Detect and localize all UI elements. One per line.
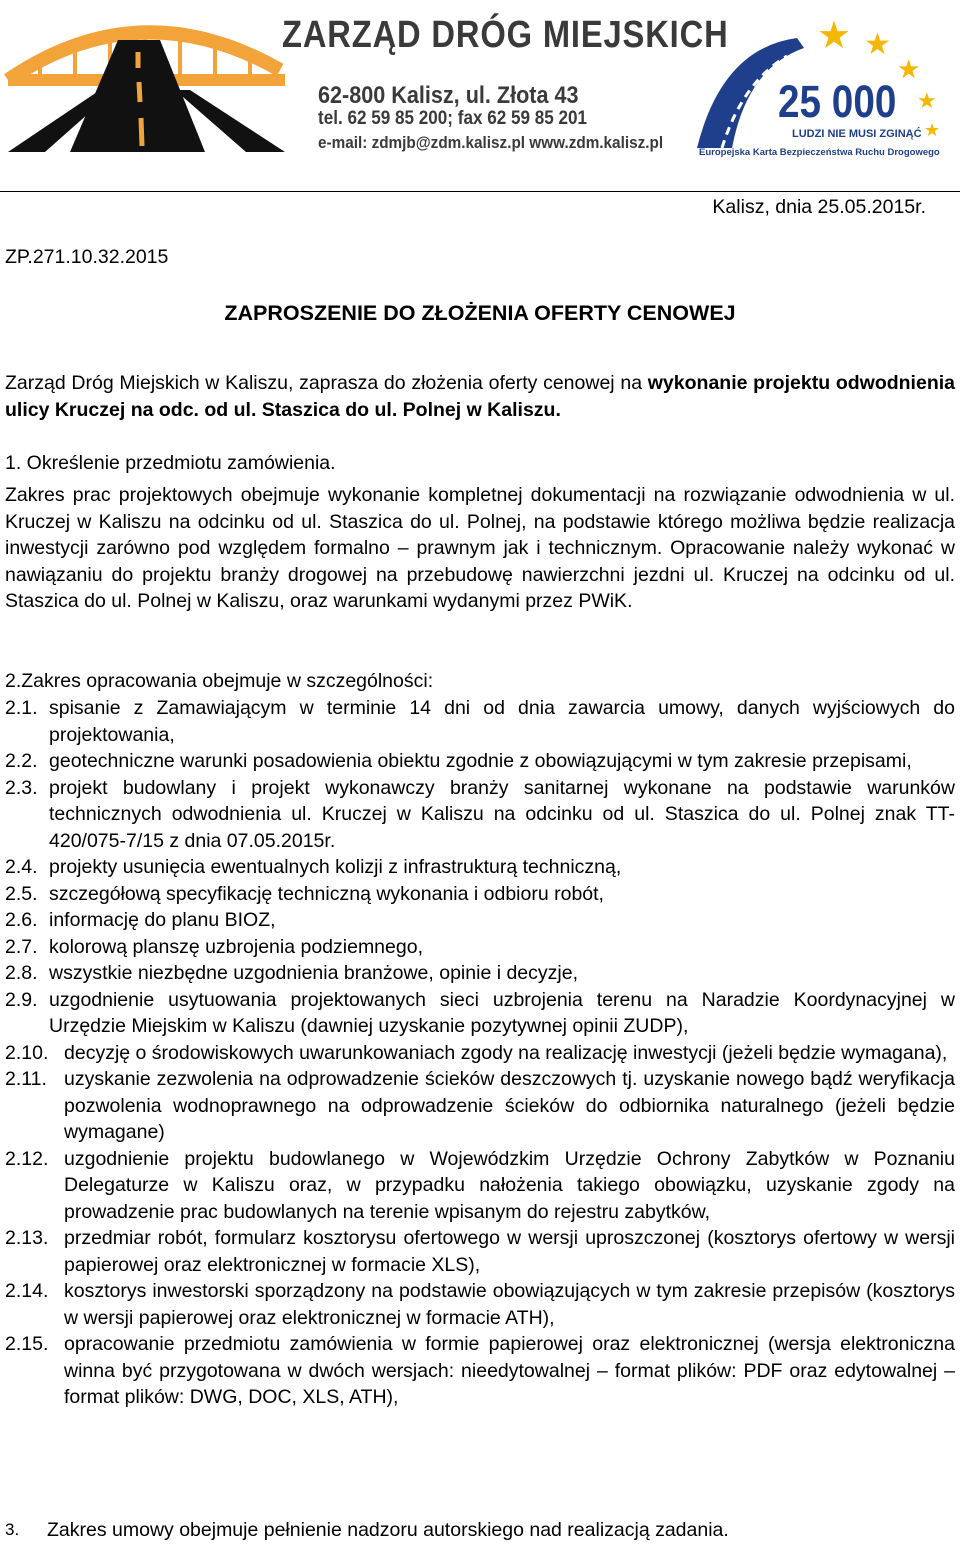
intro-subject: wykonanie projektu odwodnienia ulicy Kruczej na odc. od ul. Staszica do ul. Polnej w Kaliszu. <box>5 372 955 421</box>
organization-name: ZARZĄD DRÓG MIEJSKICH <box>282 14 729 56</box>
list-item-text: informację do planu BIOZ, <box>49 909 276 931</box>
list-item-number: 2.10. <box>5 1041 49 1064</box>
reference-number: ZP.271.10.32.2015 <box>5 246 169 268</box>
section-3 <box>5 1517 955 1544</box>
place-and-date: Kalisz, dnia 25.05.2015r. <box>712 196 926 218</box>
list-item-text: projekt budowlany i projekt wykonawczy branży sanitarnej wykonane na podstawie warunków technicznych odwodnienia ul. Kruczej w Kaliszu na odcinku od ul. Staszica do ul. Polnej znak TT- 420/075-7/15 z dnia 07.05.2015r. <box>49 776 955 852</box>
list-item <box>5 695 955 748</box>
list-item-text: kolorową planszę uzbrojenia podziemnego, <box>49 935 423 958</box>
svg-text:★: ★ <box>897 55 921 85</box>
svg-text:★: ★ <box>817 13 852 57</box>
list-item-text: przedmiar robót, formularz kosztorysu ofertowego w wersji uproszczonej (kosztorys ofertowy w wersji papierowej oraz elektronicznej w formacie XLS), <box>64 1227 955 1276</box>
list-item <box>5 1066 955 1146</box>
list-item <box>5 748 955 775</box>
list-item-number: 2.9. <box>5 988 38 1011</box>
list-item-number: 2.5. <box>5 882 38 905</box>
list-item-text: projekty usunięcia ewentualnych kolizji z infrastrukturą techniczną, <box>49 856 622 878</box>
organization-phone-fax: tel. 62 59 85 200; fax 62 59 85 201 <box>318 108 588 129</box>
svg-text:★: ★ <box>917 89 937 114</box>
list-item-number: 2.13. <box>5 1227 49 1249</box>
section-1-body: Zakres prac projektowych obejmuje wykonanie kompletnej dokumentacji na rozwiązanie odwodnienia w ul. Kruczej w Kaliszu na odcinku od ul. Staszica do ul. Polnej, na podstawie którego możliwa będzie realizacja inwestycji zarówno pod względem formalno – prawnym jak i technicznym. Opracowanie należy wykonać w nawiązaniu do projektu branży drogowej na przebudowę nawierzchni jezdni ul. Kruczej na odcinku od ul. Staszica do ul. Polnej w Kaliszu, oraz warunkami wydanymi przez PWiK. <box>5 484 955 612</box>
list-item-number: 2.6. <box>5 909 38 931</box>
list-item-number: 2.4. <box>5 856 38 878</box>
list-item <box>5 960 955 987</box>
list-item <box>5 854 955 881</box>
list-item <box>5 934 955 961</box>
organization-address: 62-800 Kalisz, ul. Złota 43 <box>318 82 579 109</box>
section-3-text: Zakres umowy obejmuje pełnienie nadzoru autorskiego nad realizacją zadania. <box>47 1519 729 1541</box>
letterhead-divider <box>0 191 960 192</box>
section-1-heading: 1. Określenie przedmiotu zamówienia. <box>5 452 336 474</box>
list-item-text: geotechniczne warunki posadowienia obiektu zgodnie z obowiązującymi w tym zakresie przepisami, <box>49 750 912 772</box>
list-item-number: 2.7. <box>5 935 38 958</box>
list-item-number: 2.15. <box>5 1333 49 1355</box>
list-item <box>5 1278 955 1331</box>
intro-paragraph <box>5 370 955 423</box>
list-item-text: uzgodnienie usytuowania projektowanych sieci uzbrojenia terenu na Naradzie Koordynacyjnej w Urzędzie Miejskim w Kaliszu (dawniej uzyskanie pozytywnej opinii ZUDP), <box>49 988 955 1037</box>
list-item <box>5 1146 955 1226</box>
letterhead <box>0 0 960 192</box>
list-item <box>5 1331 955 1411</box>
list-item-number: 2.1. <box>5 697 38 719</box>
badge-slogan: LUDZI NIE MUSI ZGINĄĆ <box>792 128 922 140</box>
list-item-text: decyzję o środowiskowych uwarunkowaniach zgody na realizację inwestycji (jeżeli będzie wymagana), <box>64 1041 948 1064</box>
list-item-text: wszystkie niezbędne uzgodnienia branżowe, opinie i decyzje, <box>49 962 578 984</box>
list-item-text: spisanie z Zamawiającym w terminie 14 dni od dnia zawarcia umowy, danych wyjściowych do projektowania, <box>49 697 955 746</box>
list-item <box>5 775 955 855</box>
list-item-number: 2.2. <box>5 750 38 772</box>
list-item-text: uzyskanie zezwolenia na odprowadzenie ścieków deszczowych tj. uzyskanie nowego bądź weryfikacja pozwolenia wodnoprawnego na odprowadzenie ścieków do odbiornika naturalnego (jeżeli będzie wymagane) <box>64 1068 955 1143</box>
list-item-number: 2.14. <box>5 1280 49 1302</box>
list-item <box>5 987 955 1040</box>
intro-text: Zarząd Dróg Miejskich w Kaliszu, zaprasza do złożenia oferty cenowej na <box>5 372 648 394</box>
list-item <box>5 907 955 934</box>
badge-caption: Europejska Karta Bezpieczeństwa Ruchu Drogowego <box>699 147 940 158</box>
svg-text:★: ★ <box>864 27 891 62</box>
document-title: ZAPROSZENIE DO ZŁOŻENIA OFERTY CENOWEJ <box>224 301 736 325</box>
list-item <box>5 881 955 908</box>
list-item-number: 2.3. <box>5 776 38 799</box>
list-item-text: opracowanie przedmiotu zamówienia w formie papierowej oraz elektronicznej (wersja elektroniczna winna być przygotowana w dwóch wersjach: nieedytowalnej – format plików: PDF oraz edytowalnej – format plików: DWG, DOC, XLS, ATH), <box>64 1333 955 1408</box>
svg-text:★: ★ <box>924 120 941 141</box>
zdm-bridge-road-logo <box>0 0 290 160</box>
list-item-text: uzgodnienie projektu budowlanego w Wojewódzkim Urzędzie Ochrony Zabytków w Poznaniu Delegaturze w Kaliszu oraz, w przypadku nałożenia takiego obowiązku, uzyskanie zgody na prowadzenie prac budowlanych na terenie wpisanym do rejestru zabytków, <box>64 1147 955 1223</box>
section-3-number: 3. <box>5 1520 20 1539</box>
list-item-text: szczegółową specyfikację techniczną wykonania i odbioru robót, <box>49 882 604 905</box>
organization-email-www: e-mail: zdmjb@zdm.kalisz.pl www.zdm.kalisz.pl <box>318 133 664 152</box>
section-2-heading: 2.Zakres opracowania obejmuje w szczególności: <box>5 670 434 692</box>
list-item-number: 2.11. <box>5 1068 47 1090</box>
list-item-number: 2.12. <box>5 1147 49 1170</box>
badge-number: 25 000 <box>778 76 897 127</box>
list-item-number: 2.8. <box>5 962 38 984</box>
scope-list <box>5 695 955 1411</box>
list-item <box>5 1225 955 1278</box>
list-item <box>5 1040 955 1067</box>
list-item-text: kosztorys inwestorski sporządzony na podstawie obowiązujących w tym zakresie przepisów (kosztorys w wersji papierowej oraz elektronicznej w formacie ATH), <box>64 1280 955 1329</box>
